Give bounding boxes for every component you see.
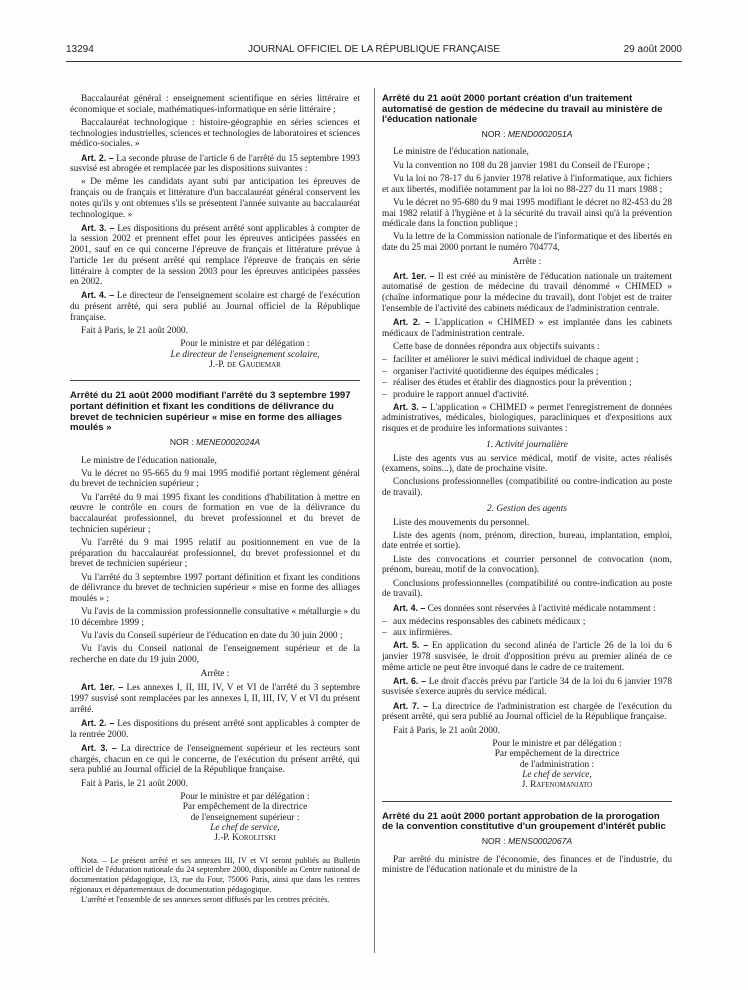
objective-item: – produire le rapport annuel d'activité. [382,390,672,401]
subsection-heading: 1. Activité journalière [486,439,568,450]
signatory-name: J.-P. Korolitski [214,833,276,844]
issue-date: 29 août 2000 [623,44,682,55]
column-divider [374,88,375,953]
signature-line: Par empêchement de la directrice [494,749,620,760]
nor-reference: NOR : MEND0002051A [481,128,573,139]
subsection-item: Liste des mouvements du personnel. [393,517,530,528]
arrete-label: Arrête : [512,256,542,267]
fait-a-paris: Fait à Paris, le 21 août 2000. [81,778,188,789]
article-text: L'application « CHIMED » permet l'enregistrement de données administratives, médicales, biologiques, paracliniques et d'expositions aux risques et de produire les informations suivantes : [382,402,672,435]
signature-line: Par empêchement de la directrice [182,802,308,813]
article-label: Art. 5. – [393,640,429,651]
visa: Vu l'avis du Conseil national de l'enseignement supérieur et de la recherche en date du 19 juin 2000, [70,644,360,666]
visa: Vu l'avis de la commission professionnelle consultative « métallurgie » du 10 décembre 1999 ; [70,607,360,628]
article-label: Art. 3. – [81,742,117,753]
intro-paragraph: Baccalauréat général : enseignement scientifique en séries littéraire et économique et sociale, mathématiques-informatique en série littéraire ; [70,94,360,115]
article-label: Art. 2. – [81,718,115,729]
intro-paragraph: Baccalauréat technologique : histoire-géographie en séries sciences et technologies industrielles, sciences et technologies de laboratoires et sciences médico-sociales. » [70,117,360,150]
article-1 [382,271,672,315]
visa: Vu la loi no 78-17 du 6 janvier 1978 relative à l'informatique, aux fichiers et aux libertés, modifiée notamment par la loi no 88-227 du 11 mars 1988 ; [382,173,672,195]
article-label: Art. 2. – [393,316,430,327]
visa: Le ministre de l'éducation nationale, [81,455,217,466]
subsection-item: Liste des convocations et courrier personnel de convocation (nom, prénom, bureau, motif de la convocation). [382,554,672,576]
recipient-item: – aux infirmières. [382,628,672,639]
article-2 [382,317,672,339]
fait-a-paris: Fait à Paris, le 21 août 2000. [81,326,188,337]
article-label: Art. 1er. – [393,270,435,281]
decree-title: Arrêté du 21 août 2000 portant création d'un traitement automatisé de gestion de médecine du travail au ministère de l'éducation nationale [382,93,663,126]
article-4 [382,603,672,615]
signatory-name: J.-P. de Gaudemar [209,360,281,371]
signature-line: de l'enseignement supérieur : [190,812,300,823]
nota-text: Nota. – Le présent arrêté et ses annexes III, IV et VI seront publiés au Bulletin officiel de l'éducation nationale du 24 septembre 2000, disponible au Centre national de documentation pédagogique, 13, rue du Four, 75006 Paris, ainsi que dans les centres régionaux et départementaux de documentation pédagogique. [70,855,360,894]
objectives-intro: Cette base de données répondra aux objectifs suivants : [393,341,600,352]
signature-line: Le directeur de l'enseignement scolaire, [170,349,320,360]
nor-code: MENE0002024A [196,436,261,447]
article-label: Art. 7. – [393,700,429,711]
signatory-name: J. Rafenomanjato [521,780,593,791]
signature-line: Pour le ministre et par délégation : [180,791,310,802]
article-label: Art. 1er. – [81,682,124,693]
article-text: Le droit d'accès prévu par l'article 34 de la loi du 6 janvier 1978 susvisée s'exerce auprès du service médical. [382,676,672,698]
subsection-item: Conclusions professionnelles (compatibilité ou contre-indication au poste de travail). [382,477,672,499]
right-column [382,94,672,879]
page-number: 13294 [66,44,94,55]
article-1 [70,682,360,715]
article-text: Ces données sont réservées à l'activité médicale notamment : [427,603,656,614]
nor-code: MEND0002051A [507,128,573,139]
journal-title: JOURNAL OFFICIEL DE LA RÉPUBLIQUE FRANÇAISE [247,44,501,55]
article-3 [382,402,672,435]
fait-a-paris: Fait à Paris, le 21 août 2000. [393,725,500,736]
article-text: Les annexes I, II, III, IV, V et VI de l'arrêté du 3 septembre 1997 susvisé sont remplacées par les annexes I, II, III, IV, V et VI du présent arrêté. [70,683,360,715]
signature-line: Le chef de service, [210,822,280,833]
article-3 [70,743,360,776]
article-5 [382,640,672,673]
visa: Vu l'arrêté du 9 mai 1995 relatif au positionnement en vue de la préparation du baccalauréat professionnel, du brevet professionnel et du brevet de technicien supérieur ; [70,537,360,570]
article-text: En application du second alinéa de l'article 26 de la loi du 6 janvier 1978 susvisée, le droit d'opposition prévu au premier alinéa de ce même article ne peut être invoqué dans le cadre de ce traitement. [382,641,672,673]
decree-title: Arrêté du 21 août 2000 portant approbation de la prorogation de la convention constitutive d'un groupement d'intérêt public [382,810,666,833]
article-label: Art. 3. – [393,401,427,412]
visa: Vu le décret no 95-680 du 9 mai 1995 modifiant le décret no 82-453 du 28 mai 1982 relatif à l'hygiène et à la sécurité du travail ainsi qu'à la prévention médicale dans la fonction publique ; [382,197,672,230]
subsection-item: Conclusions professionnelles (compatibilité ou contre-indication au poste de travail). [382,578,672,600]
header-rule [66,61,682,62]
visa: Vu l'arrêté du 9 mai 1995 fixant les conditions d'habilitation à mettre en œuvre le contrôle en cours de formation en vue de la délivrance du baccalauréat professionnel, du brevet professionnel et du brevet de technicien supérieur ; [70,492,360,535]
signature-line: Le chef de service, [522,769,592,780]
page-header [66,44,682,58]
signature-line: Pour le ministre et par délégation : [180,339,310,350]
nor-reference: NOR : MENS0002067A [481,835,573,846]
subsection-item: Liste des agents (nom, prénom, direction, bureau, implantation, emploi, date entrée et sortie). [382,530,672,552]
subsection-heading: 2. Gestion des agents [487,503,567,514]
article-label: Art. 4. – [81,290,115,301]
objective-item: – réaliser des études et établir des diagnostics pour la prévention ; [382,378,672,389]
visa: Vu la lettre de la Commission nationale de l'informatique et des libertés en date du 25 mai 2000 portant le numéro 704774, [382,232,672,254]
visa: Vu l'arrêté du 3 septembre 1997 portant définition et fixant les conditions de délivrance du brevet de technicien supérieur « mise en forme des alliages moulés » ; [70,572,360,604]
article-text: Les dispositions du présent arrêté sont applicables à compter de la rentrée 2000. [70,719,360,740]
arrete-label: Arrête : [200,668,230,679]
decree-title: Arrêté du 21 août 2000 modifiant l'arrêté du 3 septembre 1997 portant définition et fixant les conditions de délivrance du brevet de technicien supérieur « mise en forme des alliages moulés » [70,390,351,434]
article-label: Art. 6. – [393,675,426,686]
nota-text: L'arrêté et l'ensemble de ses annexes seront diffusés par les centres précités. [81,895,330,905]
visa: Vu le décret no 95-665 du 9 mai 1995 modifié portant règlement général du brevet de technicien supérieur ; [70,468,360,490]
objective-item: – organiser l'activité quotidienne des équipes médicales ; [382,367,672,378]
visa: Le ministre de l'éducation nationale, [393,147,529,158]
article-3 [70,223,360,288]
visa: Vu l'avis du Conseil supérieur de l'éducation en date du 30 juin 2000 ; [81,631,343,642]
recipient-item: – aux médecins responsables des cabinets médicaux ; [382,617,672,628]
article-text: Les dispositions du présent arrêté sont applicables à compter de la session 2002 et prennent effet pour les épreuves anticipées passées en 2001, sauf en ce qui concerne l'épreuve de français et littérature prévue à l'article 1er du présent arrêté qui remplace l'épreuve de français en série littéraire à compter de la session 2003 pour les épreuves anticipées passées en 2002. [70,223,360,288]
subsection-item: Liste des agents vus au service médical, motif de visite, actes réalisés (examens, soins...), date de prochaine visite. [382,453,672,475]
section-separator [382,801,672,802]
left-column [70,94,360,906]
signature-line: Pour le ministre et par délégation : [492,738,622,749]
article-text: L'application « CHIMED » est implantée dans les cabinets médicaux de l'administration centrale. [382,317,672,339]
visa: Vu la convention no 108 du 28 janvier 1981 du Conseil de l'Europe ; [393,160,650,171]
article-label: Art. 2. – [81,152,114,163]
article-text: Le directeur de l'enseignement scolaire est chargé de l'exécution du présent arrêté, qui sera publié au Journal officiel de la République française. [70,291,360,323]
article-6 [382,676,672,698]
article-7 [382,701,672,723]
closing-paragraph: Par arrêté du ministre de l'économie, des finances et de l'industrie, du ministre de l'éducation nationale et du ministre de la [382,854,672,876]
objective-item: – faciliter et améliorer le suivi médical individuel de chaque agent ; [382,355,672,366]
article-text: La directrice de l'administration est chargée de l'exécution du présent arrêté, qui sera publié au Journal officiel de la République française. [382,701,672,723]
article-label: Art. 4. – [393,602,426,613]
article-2 [70,718,360,740]
nor-code: MENS0002067A [508,835,573,846]
article-2 [70,153,360,175]
article-text: La directrice de l'enseignement supérieur et les recteurs sont chargés, chacun en ce qui le concerne, de l'exécution du présent arrêté, qui sera publié au Journal officiel de la République française. [70,743,360,776]
article-quote: « De même les candidats ayant subi par anticipation les épreuves de français ou de français et littérature d'un baccalauréat général conservent les notes qu'ils y ont obtenues s'ils se présentent l'année suivante au baccalauréat technologique. » [70,177,360,220]
section-separator [70,380,360,381]
article-text: Il est créé au ministère de l'éducation nationale un traitement automatisé de gestion de médecine du travail dénommé « CHIMED » (chaîne informatique pour la médecine du travail), dont l'objet est de traiter l'ensemble de l'activité des cabinets médicaux de l'administration centrale. [382,271,672,314]
signature-line: de l'administration : [519,759,595,770]
article-text: La seconde phrase de l'article 6 de l'arrêté du 15 septembre 1993 susvisé est abrogée et remplacée par les dispositions suivantes : [70,153,360,175]
nor-reference: NOR : MENE0002024A [169,436,261,447]
nota-block [70,856,360,905]
article-4 [70,290,360,323]
article-label: Art. 3. – [81,222,115,233]
